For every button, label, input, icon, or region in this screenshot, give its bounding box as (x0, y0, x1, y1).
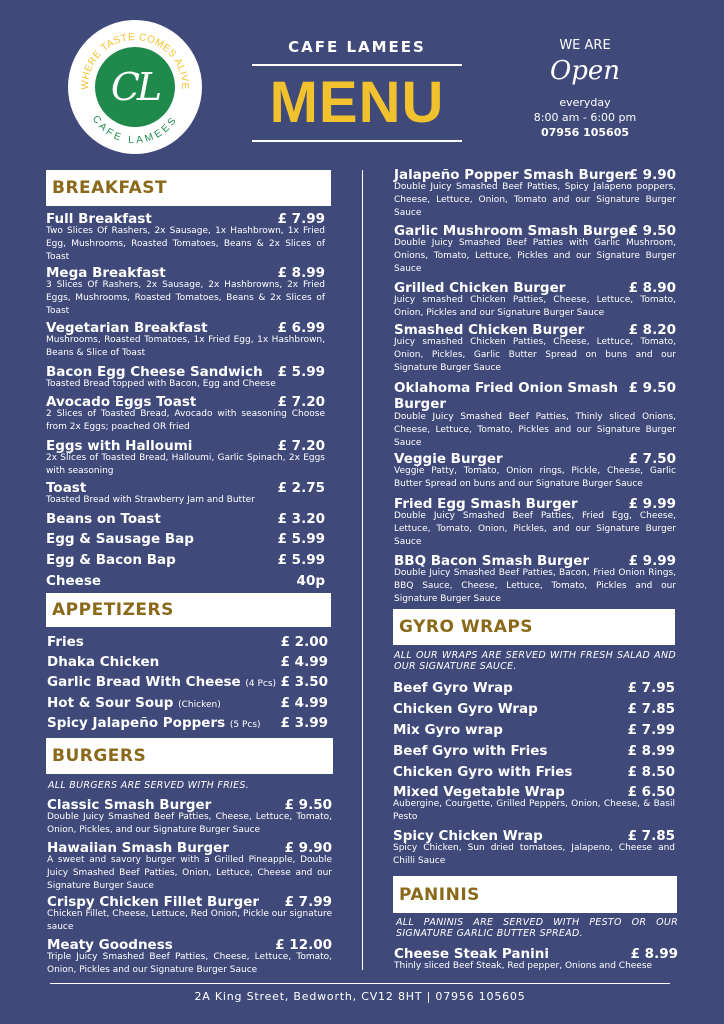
item-name: Smashed Chicken Burger (394, 322, 585, 338)
item-name: Spicy Jalapeño Poppers (5 Pcs) (47, 715, 261, 731)
item-name: Chicken Gyro Wrap (393, 701, 538, 717)
item-description: Chicken Fillet, Cheese, Lettuce, Red Onion, Pickle our signature sauce (47, 909, 332, 932)
item-price: £ 5.99 (277, 364, 325, 380)
item-price: £ 4.99 (280, 695, 328, 711)
item-description: Juicy smashed Chicken Patties, Cheese, Lettuce, Tomato, Onion, Pickles, Garlic Butter Spread on buns and our Signature Burger Sauce (394, 337, 676, 373)
item-price: £ 3.20 (277, 511, 325, 527)
item-name: Mixed Vegetable Wrap (393, 784, 565, 800)
section-gyro-wraps: GYRO WRAPS (393, 609, 675, 645)
paninis-note: ALL PANINIS ARE SERVED WITH PESTO OR OUR SIGNATURE GARLIC BUTTER SPREAD. (396, 917, 678, 939)
item-name: Hawaiian Smash Burger (47, 840, 229, 856)
opening-hours: 8:00 am - 6:00 pm (533, 111, 637, 124)
item-price: £ 7.20 (277, 438, 325, 454)
burgers-note: ALL BURGERS ARE SERVED WITH FRIES. (48, 780, 250, 791)
item-price: £ 8.99 (630, 946, 678, 962)
footer-address: 2A King Street, Bedworth, CV12 8HT | 07956 105605 (194, 990, 526, 1003)
logo (68, 20, 202, 154)
item-price: £ 9.50 (628, 223, 676, 239)
column-divider (362, 170, 363, 970)
item-name: Bacon Egg Cheese Sandwich (46, 364, 263, 380)
item-name: Garlic Bread With Cheese (4 Pcs) (47, 674, 277, 690)
item-name: Veggie Burger (394, 451, 503, 467)
item-name: Egg & Bacon Bap (46, 552, 176, 568)
item-price: £ 9.50 (284, 797, 332, 813)
item-name: Cheese (46, 573, 102, 589)
item-name: Beef Gyro with Fries (393, 743, 548, 759)
item-description: Double Juicy Smashed Beef Patties, Fried Egg, Cheese, Lettuce, Tomato, Onion, Pickles, and our Signature Burger Sauce (394, 511, 676, 547)
logo-initials: CL (110, 65, 160, 109)
item-price: £ 7.99 (627, 722, 675, 738)
item-description: 2x Slices of Toasted Bread, Halloumi, Garlic Spinach, 2x Eggs with seasoning (46, 453, 325, 476)
item-price: £ 6.99 (277, 320, 325, 336)
item-name: Spicy Chicken Wrap (393, 828, 543, 844)
item-description: 3 Slices Of Rashers, 2x Sausage, 2x Hashbrowns, 2x Fried Eggs, Mushrooms, Roasted Tomatoes, Beans & 2x Slices of Toast (46, 280, 325, 316)
item-price: £ 3.50 (280, 674, 328, 690)
item-description: Mushrooms, Roasted Tomatoes, 1x Fried Egg, 1x Hashbrown, Beans & Slice of Toast (46, 335, 325, 358)
item-name: Avocado Eggs Toast (46, 394, 197, 410)
item-price: £ 7.85 (627, 701, 675, 717)
item-description: A sweet and savory burger with a Grilled Pineapple, Double Juicy Smashed Beef Patties, Onion, Lettuce, Cheese and our Signature Burger Sauce (47, 855, 332, 891)
item-name: Classic Smash Burger (47, 797, 212, 813)
title-rule-top (252, 64, 462, 66)
item-description: Toasted Bread topped with Bacon, Egg and Cheese (46, 379, 276, 389)
open-text: Open (549, 56, 621, 86)
item-description: Thinly sliced Beef Steak, Red pepper, Onions and Cheese (394, 961, 653, 971)
item-description: Double Juicy Smashed Beef Patties with Garlic Mushroom, Onions, Tomato, Lettuce, Pickles and our Signature Burger Sauce (394, 238, 676, 274)
item-name: Egg & Sausage Bap (46, 531, 194, 547)
item-price: £ 9.90 (284, 840, 332, 856)
logo-arc-top: WHERE TASTE COMES ALIVE (79, 31, 191, 90)
cafe-name: CAFE LAMEES (288, 38, 426, 56)
item-name: Beans on Toast (46, 511, 161, 527)
item-price: £ 8.99 (277, 265, 325, 281)
item-name: Eggs with Halloumi (46, 438, 193, 454)
section-paninis: PANINIS (393, 876, 677, 913)
item-price: £ 2.00 (280, 634, 328, 650)
item-price: £ 7.20 (277, 394, 325, 410)
item-price: £ 9.99 (628, 496, 676, 512)
item-description: Double Juicy Smashed Beef Patties, Spicy Jalapeno poppers, Cheese, Lettuce, Onion, Tomato and our Signature Burger Sauce (394, 182, 676, 218)
item-price: 40p (296, 573, 325, 589)
section-appetizers: APPETIZERS (46, 593, 331, 627)
item-price: £ 7.95 (627, 680, 675, 696)
item-name: Hot & Sour Soup (Chicken) (47, 695, 221, 711)
item-name: Chicken Gyro with Fries (393, 764, 573, 780)
item-name: Dhaka Chicken (47, 654, 160, 670)
item-description: Two Slices Of Rashers, 2x Sausage, 1x Hashbrown, 1x Fried Egg, Mushrooms, Roasted Tomatoes, Beans & 2x Slices of Toast (46, 226, 325, 262)
item-price: £ 8.20 (628, 322, 676, 338)
item-name: Cheese Steak Panini (394, 946, 549, 962)
item-name: Mix Gyro wrap (393, 722, 503, 738)
item-name: Vegetarian Breakfast (46, 320, 208, 336)
everyday-text: everyday (559, 96, 611, 109)
item-description: 2 Slices of Toasted Bread, Avocado with seasoning Choose from 2x Eggs; poached OR fried (46, 409, 325, 432)
logo-arc-bottom: CAFE LAMEES (89, 113, 181, 147)
item-price: £ 7.99 (277, 211, 325, 227)
item-description: Toasted Bread with Strawberry Jam and Butter (46, 495, 255, 505)
item-price: £ 7.99 (284, 894, 332, 910)
item-price: £ 9.90 (628, 167, 676, 183)
item-price: £ 9.99 (628, 553, 676, 569)
item-name: BBQ Bacon Smash Burger (394, 553, 590, 569)
item-description: Juicy smashed Chicken Patties, Cheese, Lettuce, Tomato, Onion, Pickles and our Signature Burger Sauce (394, 295, 676, 318)
item-price: £ 8.99 (627, 743, 675, 759)
item-extra: (Chicken) (178, 700, 221, 710)
item-description: Double Juicy Smashed Beef Patties, Thinly sliced Onions, Cheese, Lettuce, Tomato, Pickles and our Signature Burger Sauce (394, 412, 676, 448)
item-name: Beef Gyro Wrap (393, 680, 513, 696)
section-burgers: BURGERS (46, 738, 333, 774)
item-price: £ 3.99 (280, 715, 328, 731)
title-rule-bottom (252, 140, 462, 142)
item-name: Jalapeño Popper Smash Burger (394, 167, 631, 183)
item-price: £ 8.50 (627, 764, 675, 780)
item-price: £ 7.50 (628, 451, 676, 467)
item-name: Full Breakfast (46, 211, 152, 227)
item-name: Grilled Chicken Burger (394, 280, 566, 296)
item-name-line2: Burger (394, 396, 447, 412)
item-price: £ 7.85 (627, 828, 675, 844)
item-name: Meaty Goodness (47, 937, 173, 953)
item-name: Crispy Chicken Fillet Burger (47, 894, 260, 910)
item-name: Fries (47, 634, 84, 650)
footer-rule (50, 983, 670, 984)
item-price: £ 5.99 (277, 531, 325, 547)
item-extra: (4 Pcs) (245, 679, 277, 689)
item-price: £ 9.50 (628, 380, 676, 396)
item-name: Garlic Mushroom Smash Burger (394, 223, 635, 239)
gyro-note: ALL OUR WRAPS ARE SERVED WITH FRESH SALAD AND OUR SIGNATURE SAUCE. (394, 650, 676, 672)
we-are-text: WE ARE (559, 38, 611, 53)
item-name: Fried Egg Smash Burger (394, 496, 578, 512)
item-price: £ 5.99 (277, 552, 325, 568)
item-description: Double Juicy Smashed Beef Patties, Cheese, Lettuce, Tomato, Onion, Pickles, and our Signature Burger Sauce (47, 812, 332, 835)
section-breakfast: BREAKFAST (46, 170, 331, 206)
item-price: £ 12.00 (275, 937, 332, 953)
item-description: Veggie Patty, Tomato, Onion rings, Pickle, Cheese, Garlic Butter Spread on buns and our Signature Burger Sauce (394, 466, 676, 489)
item-description: Aubergine, Courgette, Grilled Peppers, Onion, Cheese, & Basil Pesto (393, 799, 675, 822)
item-description: Triple Juicy Smashed Beef Patties, Cheese, Lettuce, Tomato, Onion, Pickles and our Signature Burger Sauce (47, 952, 332, 975)
item-price: £ 8.90 (628, 280, 676, 296)
item-extra: (5 Pcs) (229, 720, 261, 730)
item-price: £ 2.75 (277, 480, 325, 496)
item-description: Spicy Chicken, Sun dried tomatoes, Jalapeno, Cheese and Chilli Sauce (393, 843, 675, 866)
item-name: Oklahoma Fried Onion Smash (394, 380, 618, 396)
item-price: £ 6.50 (627, 784, 675, 800)
menu-title: MENU (269, 70, 445, 135)
item-name: Toast (46, 480, 87, 496)
item-name: Mega Breakfast (46, 265, 166, 281)
item-price: £ 4.99 (280, 654, 328, 670)
header-phone: 07956 105605 (540, 126, 630, 139)
item-description: Double Juicy Smashed Beef Patties, Bacon, Fried Onion Rings, BBQ Sauce, Cheese, Lettuce, Tomato, Pickles and our Signature Burger Sauce (394, 568, 676, 604)
